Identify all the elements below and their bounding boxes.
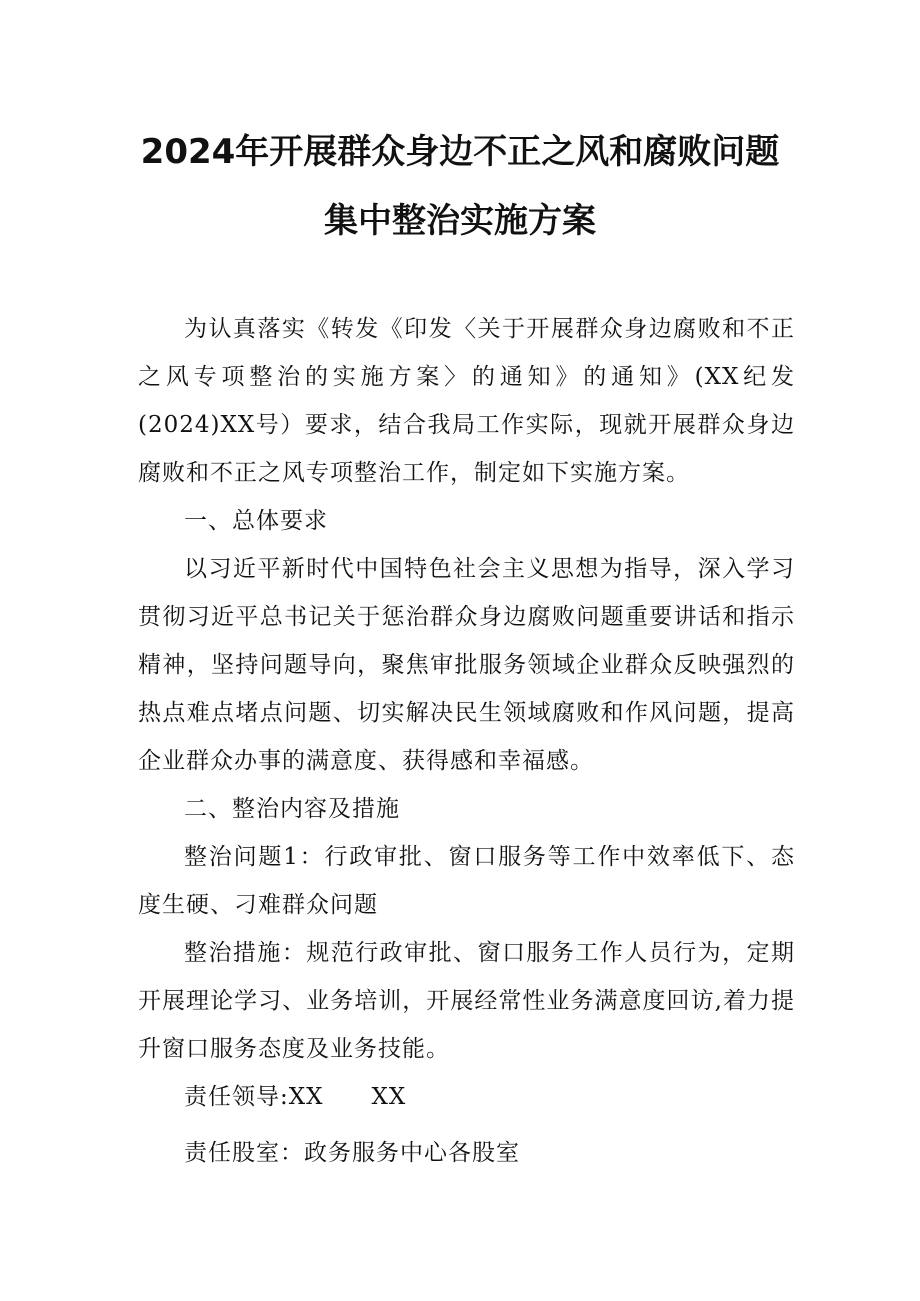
responsible-office-line: 责任股室：政务服务中心各股室: [184, 1140, 520, 1166]
responsible-leader-name-2: XX: [371, 1084, 407, 1110]
document-body: [138, 305, 795, 1177]
section-1-paragraph: 以习近平新时代中国特色社会主义思想为指导，深入学习贯彻习近平总书记关于惩治群众身边腐败问题重要讲话和指示精神，坚持问题导向，聚焦审批服务领域企业群众反映强烈的热点难点堵点问题、切实解决民生领域腐败和作风问题，提高企业群众办事的满意度、获得感和幸福感。: [138, 556, 795, 774]
measures-1-paragraph: 整治措施：规范行政审批、窗口服务工作人员行为，定期开展理论学习、业务培训，开展经常性业务满意度回访,着力提升窗口服务态度及业务技能。: [138, 940, 795, 1062]
section-2-heading: 二、整治内容及措施: [184, 796, 400, 822]
paragraph-spacer: [138, 1121, 795, 1129]
responsible-leader-line: [138, 1073, 795, 1121]
responsible-leader-name-1: XX: [288, 1084, 324, 1110]
document-title-line-2: 集中整治实施方案: [324, 201, 596, 241]
document-title-line-1: 2024年开展群众身边不正之风和腐败问题: [140, 132, 780, 172]
section-1-heading: 一、总体要求: [184, 508, 328, 534]
issue-1-paragraph: 整治问题1：行政审批、窗口服务等工作中效率低下、态度生硬、刁难群众问题: [138, 844, 795, 918]
responsible-leader-label: 责任领导:: [184, 1084, 289, 1110]
intro-paragraph: 为认真落实《转发《印发〈关于开展群众身边腐败和不正之风专项整治的实施方案〉的通知》的通知》(XX纪发(2024)XX号）要求，结合我局工作实际，现就开展群众身边腐败和不正之风专项整治工作，制定如下实施方案。: [138, 316, 795, 486]
